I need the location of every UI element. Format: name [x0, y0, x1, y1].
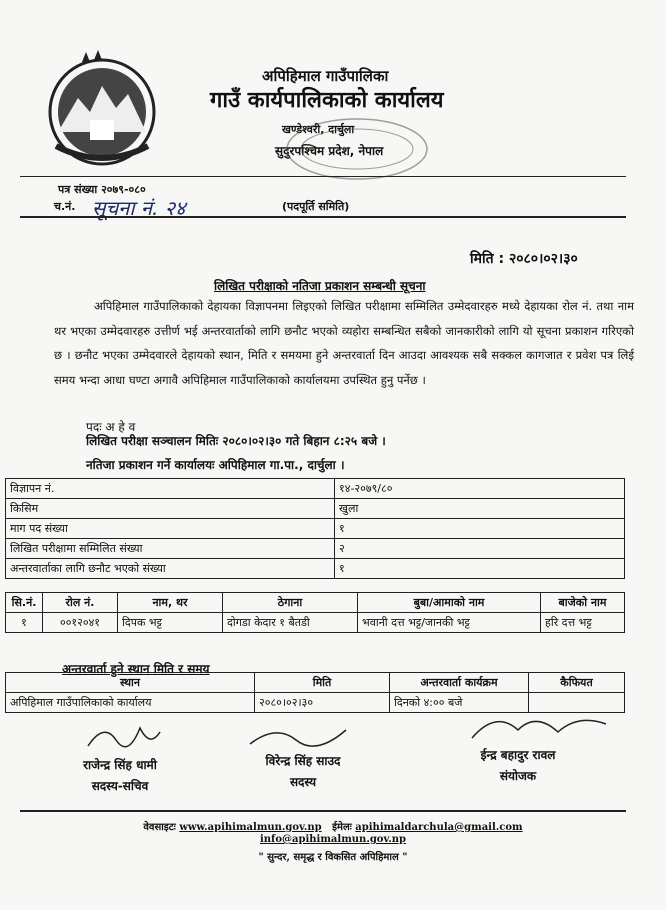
- table-header-row: [6, 673, 625, 693]
- advertisement-info-table: [5, 478, 625, 579]
- post-line: पदः अ हे व: [86, 420, 136, 434]
- email-link[interactable]: apihimaldarchula@gmail.com: [355, 822, 523, 833]
- footer-slogan: " सुन्दर, समृद्ध र विकसित अपिहिमाल ": [258, 852, 408, 863]
- website-label: वेवसाइटः: [143, 822, 176, 833]
- col-header: मिति: [255, 673, 390, 693]
- signatory-role: सदस्य: [289, 775, 317, 789]
- signatory-role: सदस्य-सचिव: [91, 779, 149, 793]
- signatory-role: संयोजक: [499, 769, 537, 783]
- info-value: १: [335, 519, 625, 539]
- meta-divider: [20, 216, 626, 218]
- result-office-line: नतिजा प्रकाशन गर्ने कार्यालयः अपिहिमाल गा.पा., दार्चुला ।: [86, 458, 345, 472]
- info-label: लिखित परीक्षामा सम्मिलित संख्या: [6, 539, 335, 559]
- table-header-row: [6, 593, 625, 613]
- office-name: गाउँ कार्यपालिकाको कार्यालय: [210, 88, 444, 113]
- footer-email2-line: [0, 834, 666, 845]
- dispatch-number: सूचना नं. २४: [92, 196, 186, 220]
- cell-parents: भवानी दत्त भट्ट/जानकी भट्ट: [358, 613, 541, 633]
- office-province: सुदुरपश्चिम प्रदेश, नेपाल: [275, 144, 384, 158]
- notice-subject: लिखित परीक्षाको नतिजा प्रकाशन सम्बन्धी सूचना: [214, 279, 426, 293]
- col-header: बुबा/आमाको नाम: [358, 593, 541, 613]
- cell-name: दिपक भट्ट: [118, 613, 223, 633]
- table-row: [6, 559, 625, 579]
- cell-date: २०८०।०२।३०: [255, 693, 390, 713]
- col-header: स्थान: [6, 673, 255, 693]
- org-name: अपिहिमाल गाउँपालिका: [262, 67, 389, 85]
- info-label: अन्तरवार्ताका लागि छनौट भएको संख्या: [6, 559, 335, 579]
- website-link[interactable]: www.apihimalmun.gov.np: [179, 822, 322, 833]
- col-header: सि.नं.: [6, 593, 43, 613]
- signatory-name: ईन्द्र बहादुर रावल: [480, 748, 556, 762]
- committee-label: (पदपूर्ति समिति): [282, 200, 350, 213]
- office-stamp: [282, 114, 432, 184]
- col-header: अन्तरवार्ता कार्यक्रम: [390, 673, 529, 693]
- info-value: १४-२०७९/८०: [335, 479, 625, 499]
- interview-section-title: अन्तरवार्ता हुने स्थान मिति र समय: [62, 662, 210, 676]
- signature-mark: [466, 706, 616, 746]
- nepal-emblem-logo: [38, 50, 166, 168]
- signatory-name: विरेन्द्र सिंह साउद: [265, 754, 341, 768]
- cell-time: दिनको ४:०० बजे: [390, 693, 529, 713]
- col-header: बाजेको नाम: [541, 593, 625, 613]
- cell-sn: १: [6, 613, 43, 633]
- signature-mark: [246, 722, 356, 752]
- notice-body: अपिहिमाल गाउँपालिकाको देहायका विज्ञापनमा लिइएको लिखित परीक्षामा सम्मिलित उम्मेदवारहरु मध्ये देहायका रोल नं. तथा नाम थर भएका उम्मेदवारहरु उत्तीर्ण भई अन्तरवार्ताको लागि छनौट भएको व्यहोरा सम्बन्धित सबैको जानकारीको लागि यो सूचना प्रकाशन गरिएको छ । छनौट भएका उम्मेदवारले देहायको स्थान, मिति र समयमा हुने अन्तरवार्ता दिन आउदा आवश्यक सबै सक्कल कागजात र प्रवेश पत्र लिई समय भन्दा आधा घण्टा अगावै अपिहिमाल गाउँपालिकाको कार्यालयमा उपस्थित हुनु पर्नेछ ।: [54, 299, 634, 387]
- office-address: खण्डेश्वरी, दार्चुला: [282, 123, 355, 136]
- cell-roll: ००१२०४१: [43, 613, 118, 633]
- signatory-name: राजेन्द्र सिंह धामी: [83, 758, 157, 772]
- info-value: खुला: [335, 499, 625, 519]
- header-divider: [20, 176, 626, 177]
- table-row: [6, 539, 625, 559]
- notice-date: मिति : २०८०।०२।३०: [470, 251, 578, 267]
- cell-grandfather: हरि दत्त भट्ट: [541, 613, 625, 633]
- signatory-2: [238, 752, 368, 790]
- footer-divider: [20, 810, 626, 812]
- signature-mark: [84, 718, 164, 754]
- col-header: कैफियत: [529, 673, 625, 693]
- info-value: १: [335, 559, 625, 579]
- footer-contact-line: [0, 819, 666, 833]
- table-row: [6, 613, 625, 633]
- info-label: विज्ञापन नं.: [6, 479, 335, 499]
- info-label: किसिम: [6, 499, 335, 519]
- exam-conduct-line: लिखित परीक्षा सञ्चालन मितिः २०८०।०२।३० गते बिहान ८:२५ बजे ।: [86, 434, 386, 448]
- cell-place: अपिहिमाल गाउँपालिकाको कार्यालय: [6, 693, 255, 713]
- table-row: [6, 499, 625, 519]
- col-header: नाम, थर: [118, 593, 223, 613]
- email-label: ईमेलः: [332, 822, 352, 833]
- letter-number: पत्र संख्या २०७९-०८०: [58, 183, 146, 196]
- signatory-3: [448, 746, 588, 784]
- candidate-table: [5, 592, 625, 633]
- col-header: रोल नं.: [43, 593, 118, 613]
- dispatch-label: च.नं.: [54, 200, 76, 213]
- info-value: २: [335, 539, 625, 559]
- cell-address: दोगडा केदार १ बैतडी: [223, 613, 358, 633]
- table-row: [6, 479, 625, 499]
- table-row: [6, 519, 625, 539]
- col-header: ठेगाना: [223, 593, 358, 613]
- info-label: माग पद संख्या: [6, 519, 335, 539]
- signatory-1: [60, 756, 180, 794]
- email2-link[interactable]: info@apihimalmun.gov.np: [259, 834, 407, 845]
